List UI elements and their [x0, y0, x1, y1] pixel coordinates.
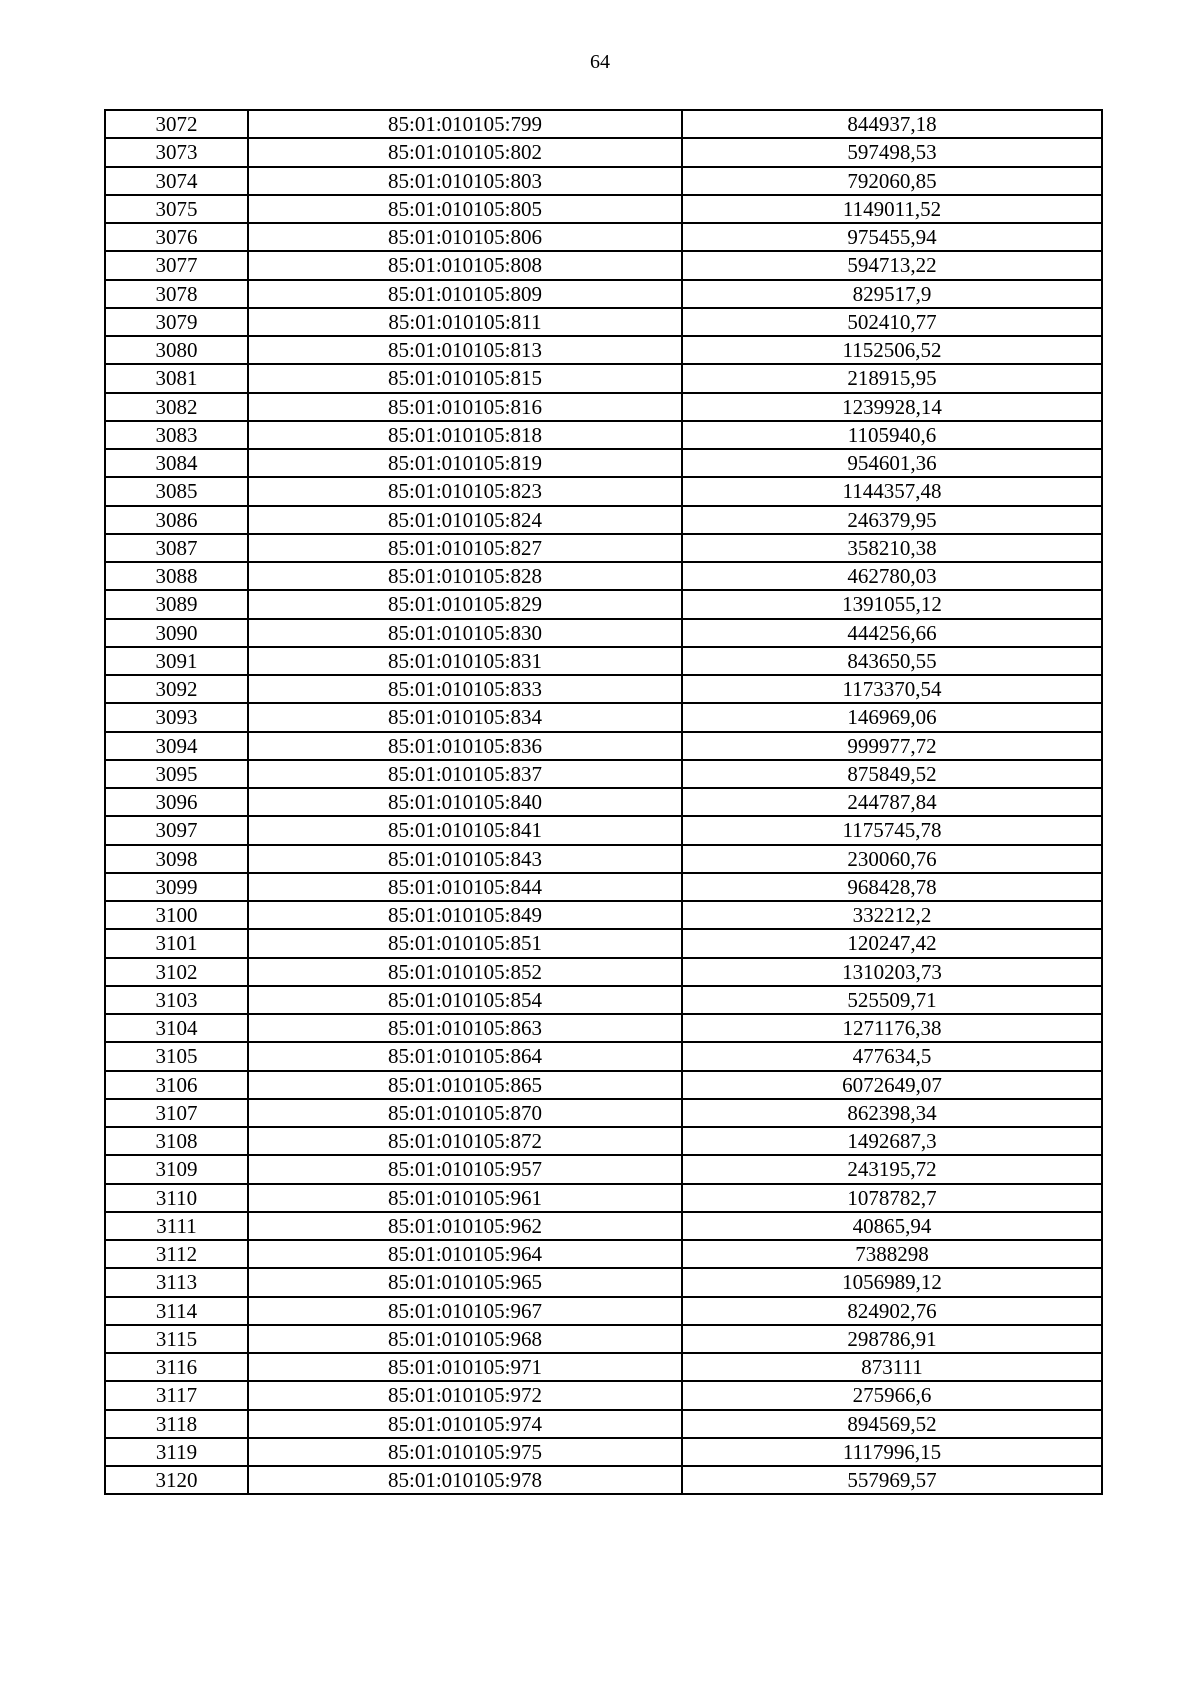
row-number-cell: 3100	[105, 901, 248, 929]
table-row	[105, 138, 1102, 166]
table-row	[105, 1240, 1102, 1268]
row-number-cell: 3098	[105, 845, 248, 873]
value-cell: 594713,22	[682, 251, 1102, 279]
value-cell: 954601,36	[682, 449, 1102, 477]
cadastral-number-cell: 85:01:010105:965	[248, 1268, 682, 1296]
value-cell: 332212,2	[682, 901, 1102, 929]
table-row	[105, 421, 1102, 449]
row-number-cell: 3092	[105, 675, 248, 703]
cadastral-number-cell: 85:01:010105:841	[248, 816, 682, 844]
row-number-cell: 3089	[105, 590, 248, 618]
cadastral-number-cell: 85:01:010105:809	[248, 280, 682, 308]
row-number-cell: 3108	[105, 1127, 248, 1155]
value-cell: 1391055,12	[682, 590, 1102, 618]
cadastral-number-cell: 85:01:010105:957	[248, 1155, 682, 1183]
row-number-cell: 3118	[105, 1410, 248, 1438]
row-number-cell: 3081	[105, 364, 248, 392]
cadastral-number-cell: 85:01:010105:962	[248, 1212, 682, 1240]
value-cell: 7388298	[682, 1240, 1102, 1268]
row-number-cell: 3097	[105, 816, 248, 844]
table-row	[105, 1014, 1102, 1042]
row-number-cell: 3116	[105, 1353, 248, 1381]
table-row	[105, 308, 1102, 336]
value-cell: 843650,55	[682, 647, 1102, 675]
table-row	[105, 929, 1102, 957]
row-number-cell: 3119	[105, 1438, 248, 1466]
table-row	[105, 534, 1102, 562]
table-row	[105, 1155, 1102, 1183]
cadastral-number-cell: 85:01:010105:967	[248, 1297, 682, 1325]
row-number-cell: 3113	[105, 1268, 248, 1296]
row-number-cell: 3095	[105, 760, 248, 788]
table-row	[105, 1353, 1102, 1381]
table-row	[105, 1042, 1102, 1070]
cadastral-number-cell: 85:01:010105:971	[248, 1353, 682, 1381]
value-cell: 6072649,07	[682, 1071, 1102, 1099]
value-cell: 525509,71	[682, 986, 1102, 1014]
row-number-cell: 3107	[105, 1099, 248, 1127]
cadastral-number-cell: 85:01:010105:819	[248, 449, 682, 477]
table-row	[105, 901, 1102, 929]
cadastral-number-cell: 85:01:010105:870	[248, 1099, 682, 1127]
table-row	[105, 590, 1102, 618]
cadastral-number-cell: 85:01:010105:863	[248, 1014, 682, 1042]
row-number-cell: 3109	[105, 1155, 248, 1183]
table-row	[105, 1438, 1102, 1466]
row-number-cell: 3072	[105, 110, 248, 138]
cadastral-number-cell: 85:01:010105:815	[248, 364, 682, 392]
cadastral-number-cell: 85:01:010105:972	[248, 1381, 682, 1409]
table-row	[105, 251, 1102, 279]
table-row	[105, 1268, 1102, 1296]
value-cell: 1173370,54	[682, 675, 1102, 703]
data-table	[104, 109, 1103, 1495]
cadastral-number-cell: 85:01:010105:813	[248, 336, 682, 364]
row-number-cell: 3085	[105, 477, 248, 505]
row-number-cell: 3078	[105, 280, 248, 308]
table-row	[105, 393, 1102, 421]
cadastral-number-cell: 85:01:010105:968	[248, 1325, 682, 1353]
row-number-cell: 3101	[105, 929, 248, 957]
table-body	[105, 110, 1102, 1494]
cadastral-number-cell: 85:01:010105:837	[248, 760, 682, 788]
row-number-cell: 3103	[105, 986, 248, 1014]
cadastral-number-cell: 85:01:010105:805	[248, 195, 682, 223]
value-cell: 824902,76	[682, 1297, 1102, 1325]
cadastral-number-cell: 85:01:010105:824	[248, 506, 682, 534]
table-row	[105, 280, 1102, 308]
row-number-cell: 3105	[105, 1042, 248, 1070]
table-row	[105, 336, 1102, 364]
row-number-cell: 3096	[105, 788, 248, 816]
cadastral-number-cell: 85:01:010105:836	[248, 732, 682, 760]
table-row	[105, 195, 1102, 223]
cadastral-number-cell: 85:01:010105:964	[248, 1240, 682, 1268]
value-cell: 358210,38	[682, 534, 1102, 562]
row-number-cell: 3117	[105, 1381, 248, 1409]
row-number-cell: 3099	[105, 873, 248, 901]
cadastral-number-cell: 85:01:010105:831	[248, 647, 682, 675]
row-number-cell: 3073	[105, 138, 248, 166]
table-row	[105, 675, 1102, 703]
cadastral-number-cell: 85:01:010105:806	[248, 223, 682, 251]
table-row	[105, 647, 1102, 675]
table-row	[105, 1071, 1102, 1099]
value-cell: 1239928,14	[682, 393, 1102, 421]
value-cell: 1144357,48	[682, 477, 1102, 505]
value-cell: 120247,42	[682, 929, 1102, 957]
table-row	[105, 1212, 1102, 1240]
value-cell: 243195,72	[682, 1155, 1102, 1183]
value-cell: 477634,5	[682, 1042, 1102, 1070]
table-row	[105, 1410, 1102, 1438]
row-number-cell: 3088	[105, 562, 248, 590]
row-number-cell: 3111	[105, 1212, 248, 1240]
cadastral-number-cell: 85:01:010105:828	[248, 562, 682, 590]
cadastral-number-cell: 85:01:010105:840	[248, 788, 682, 816]
value-cell: 244787,84	[682, 788, 1102, 816]
cadastral-number-cell: 85:01:010105:808	[248, 251, 682, 279]
cadastral-number-cell: 85:01:010105:818	[248, 421, 682, 449]
value-cell: 875849,52	[682, 760, 1102, 788]
value-cell: 298786,91	[682, 1325, 1102, 1353]
table-row	[105, 873, 1102, 901]
row-number-cell: 3094	[105, 732, 248, 760]
row-number-cell: 3112	[105, 1240, 248, 1268]
cadastral-number-cell: 85:01:010105:854	[248, 986, 682, 1014]
value-cell: 894569,52	[682, 1410, 1102, 1438]
value-cell: 275966,6	[682, 1381, 1102, 1409]
value-cell: 1056989,12	[682, 1268, 1102, 1296]
value-cell: 444256,66	[682, 619, 1102, 647]
table-row	[105, 449, 1102, 477]
table-row	[105, 845, 1102, 873]
value-cell: 873111	[682, 1353, 1102, 1381]
cadastral-number-cell: 85:01:010105:827	[248, 534, 682, 562]
row-number-cell: 3093	[105, 703, 248, 731]
value-cell: 999977,72	[682, 732, 1102, 760]
row-number-cell: 3120	[105, 1466, 248, 1494]
value-cell: 975455,94	[682, 223, 1102, 251]
value-cell: 1492687,3	[682, 1127, 1102, 1155]
page-number: 64	[590, 51, 610, 73]
cadastral-number-cell: 85:01:010105:803	[248, 167, 682, 195]
table-row	[105, 1184, 1102, 1212]
cadastral-number-cell: 85:01:010105:829	[248, 590, 682, 618]
table-row	[105, 562, 1102, 590]
table-row	[105, 986, 1102, 1014]
table-row	[105, 364, 1102, 392]
row-number-cell: 3082	[105, 393, 248, 421]
cadastral-number-cell: 85:01:010105:811	[248, 308, 682, 336]
value-cell: 1152506,52	[682, 336, 1102, 364]
table-row	[105, 760, 1102, 788]
table-row	[105, 788, 1102, 816]
value-cell: 1310203,73	[682, 958, 1102, 986]
value-cell: 146969,06	[682, 703, 1102, 731]
cadastral-number-cell: 85:01:010105:833	[248, 675, 682, 703]
table-row	[105, 477, 1102, 505]
cadastral-number-cell: 85:01:010105:974	[248, 1410, 682, 1438]
value-cell: 968428,78	[682, 873, 1102, 901]
value-cell: 1175745,78	[682, 816, 1102, 844]
value-cell: 40865,94	[682, 1212, 1102, 1240]
cadastral-number-cell: 85:01:010105:872	[248, 1127, 682, 1155]
value-cell: 462780,03	[682, 562, 1102, 590]
value-cell: 502410,77	[682, 308, 1102, 336]
row-number-cell: 3110	[105, 1184, 248, 1212]
row-number-cell: 3115	[105, 1325, 248, 1353]
table-row	[105, 110, 1102, 138]
value-cell: 230060,76	[682, 845, 1102, 873]
value-cell: 1149011,52	[682, 195, 1102, 223]
table-row	[105, 1127, 1102, 1155]
table-row	[105, 816, 1102, 844]
row-number-cell: 3076	[105, 223, 248, 251]
value-cell: 844937,18	[682, 110, 1102, 138]
table-row	[105, 1325, 1102, 1353]
value-cell: 246379,95	[682, 506, 1102, 534]
value-cell: 557969,57	[682, 1466, 1102, 1494]
cadastral-number-cell: 85:01:010105:834	[248, 703, 682, 731]
row-number-cell: 3079	[105, 308, 248, 336]
row-number-cell: 3075	[105, 195, 248, 223]
value-cell: 1078782,7	[682, 1184, 1102, 1212]
row-number-cell: 3087	[105, 534, 248, 562]
row-number-cell: 3080	[105, 336, 248, 364]
table-row	[105, 958, 1102, 986]
row-number-cell: 3086	[105, 506, 248, 534]
table-row	[105, 1297, 1102, 1325]
value-cell: 218915,95	[682, 364, 1102, 392]
value-cell: 862398,34	[682, 1099, 1102, 1127]
table-row	[105, 1466, 1102, 1494]
table-row	[105, 506, 1102, 534]
row-number-cell: 3102	[105, 958, 248, 986]
value-cell: 792060,85	[682, 167, 1102, 195]
row-number-cell: 3090	[105, 619, 248, 647]
value-cell: 1271176,38	[682, 1014, 1102, 1042]
row-number-cell: 3106	[105, 1071, 248, 1099]
table-row	[105, 1381, 1102, 1409]
row-number-cell: 3083	[105, 421, 248, 449]
cadastral-number-cell: 85:01:010105:852	[248, 958, 682, 986]
row-number-cell: 3077	[105, 251, 248, 279]
cadastral-number-cell: 85:01:010105:843	[248, 845, 682, 873]
cadastral-number-cell: 85:01:010105:865	[248, 1071, 682, 1099]
table-row	[105, 167, 1102, 195]
cadastral-number-cell: 85:01:010105:975	[248, 1438, 682, 1466]
cadastral-number-cell: 85:01:010105:823	[248, 477, 682, 505]
value-cell: 597498,53	[682, 138, 1102, 166]
cadastral-number-cell: 85:01:010105:799	[248, 110, 682, 138]
cadastral-number-cell: 85:01:010105:849	[248, 901, 682, 929]
cadastral-number-cell: 85:01:010105:802	[248, 138, 682, 166]
cadastral-number-cell: 85:01:010105:844	[248, 873, 682, 901]
table-row	[105, 703, 1102, 731]
row-number-cell: 3114	[105, 1297, 248, 1325]
value-cell: 829517,9	[682, 280, 1102, 308]
row-number-cell: 3084	[105, 449, 248, 477]
cadastral-number-cell: 85:01:010105:816	[248, 393, 682, 421]
value-cell: 1117996,15	[682, 1438, 1102, 1466]
cadastral-number-cell: 85:01:010105:978	[248, 1466, 682, 1494]
table-row	[105, 732, 1102, 760]
cadastral-number-cell: 85:01:010105:864	[248, 1042, 682, 1070]
cadastral-number-cell: 85:01:010105:851	[248, 929, 682, 957]
value-cell: 1105940,6	[682, 421, 1102, 449]
table-row	[105, 1099, 1102, 1127]
cadastral-number-cell: 85:01:010105:961	[248, 1184, 682, 1212]
row-number-cell: 3074	[105, 167, 248, 195]
table-row	[105, 619, 1102, 647]
row-number-cell: 3104	[105, 1014, 248, 1042]
row-number-cell: 3091	[105, 647, 248, 675]
table-row	[105, 223, 1102, 251]
cadastral-number-cell: 85:01:010105:830	[248, 619, 682, 647]
